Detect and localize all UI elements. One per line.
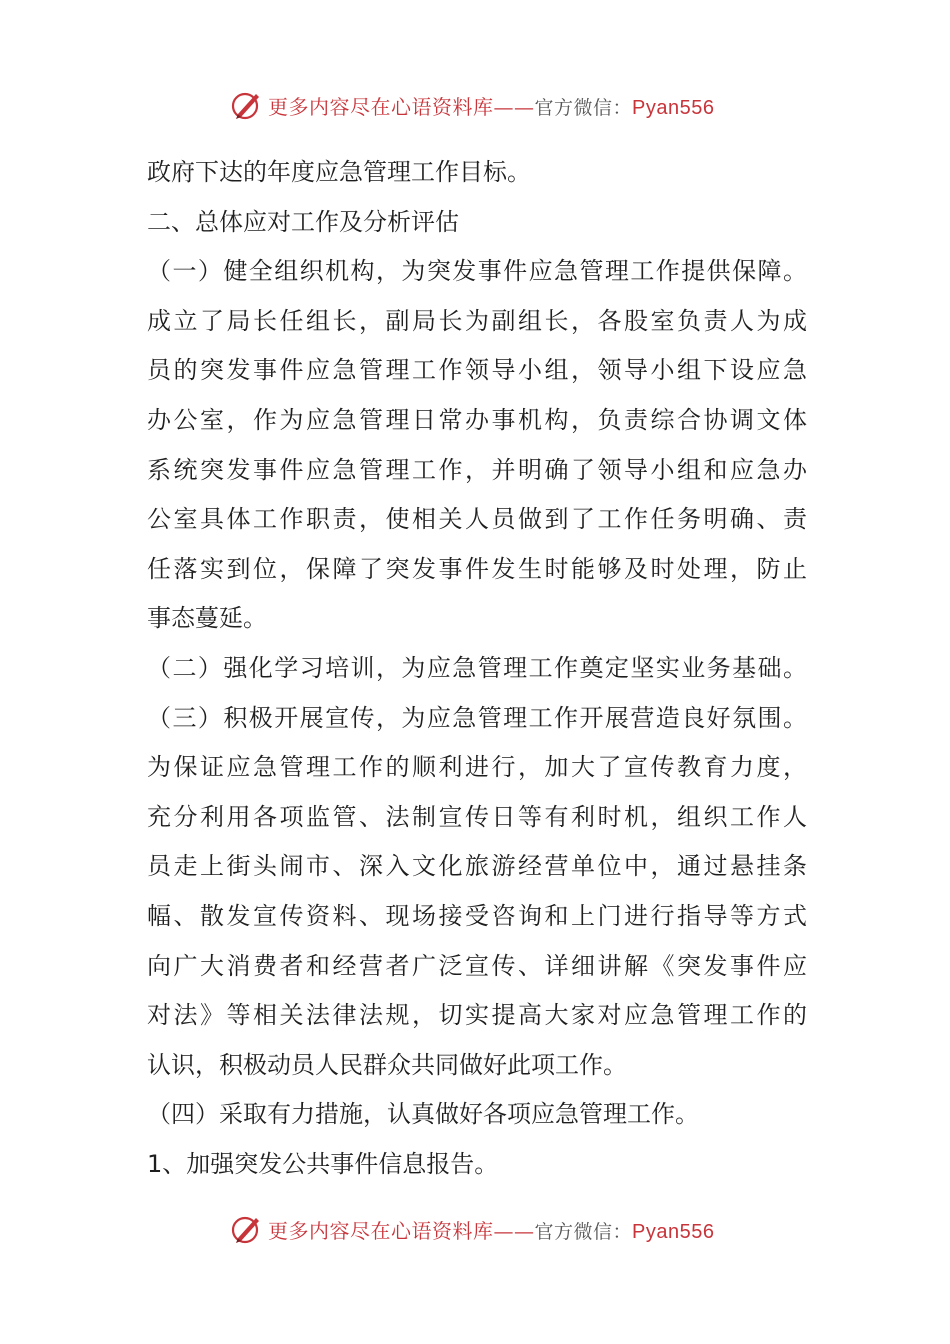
text-line: 任落实到位，保障了突发事件发生时能够及时处理，防止 [147,554,807,583]
watermark-wechat-id: Pyan556 [632,96,715,119]
list-item: 1、加强突发公共事件信息报告。 [147,1149,499,1178]
watermark-dash: —— [493,1218,535,1243]
watermark-label: 官方微信： [534,1220,633,1243]
text-line: 认识，积极动员人民群众共同做好此项工作。 [147,1050,627,1079]
text-line: 幅、散发宣传资料、现场接受咨询和上门进行指导等方式 [147,901,807,930]
text-line: 员走上街头闹市、深入文化旅游经营单位中，通过悬挂条 [147,852,807,881]
pen-circle-logo-icon [230,1212,264,1246]
text-line: 政府下达的年度应急管理工作目标。 [147,158,531,186]
subsection-heading: （四）采取有力措施，认真做好各项应急管理工作。 [147,1100,699,1129]
text-line: 对法》等相关法律法规，切实提高大家对应急管理工作的 [147,1001,807,1030]
text-line: 员的突发事件应急管理工作领导小组，领导小组下设应急 [147,356,807,385]
text-line: 办公室，作为应急管理日常办事机构，负责综合协调文体 [147,405,807,434]
subsection-heading: （三）积极开展宣传，为应急管理工作开展营造良好氛围。 [147,703,807,732]
text-line: 向广大消费者和经营者广泛宣传、详细讲解《突发事件应 [147,951,807,980]
text-line: 公室具体工作职责，使相关人员做到了工作任务明确、责 [147,505,807,534]
watermark-label: 官方微信： [534,96,633,119]
text-line: 成立了局长任组长，副局长为副组长，各股室负责人为成 [147,306,807,335]
watermark-dash: —— [493,94,535,119]
watermark-text [268,1215,714,1244]
watermark-main: 更多内容尽在心语资料库 [268,1218,494,1243]
text-line: 系统突发事件应急管理工作，并明确了领导小组和应急办 [147,455,807,484]
text-line: 为保证应急管理工作的顺利进行，加大了宣传教育力度， [147,753,807,782]
watermark-banner-bottom [230,1209,750,1249]
watermark-text [268,91,714,120]
watermark-banner-top [230,85,750,125]
watermark-main: 更多内容尽在心语资料库 [268,94,494,119]
text-line: 充分利用各项监管、法制宣传日等有利时机，组织工作人 [147,802,807,831]
subsection-heading: （一）健全组织机构，为突发事件应急管理工作提供保障。 [147,257,807,286]
pen-circle-logo-icon [230,88,264,122]
document-body [147,148,807,1189]
subsection-heading: （二）强化学习培训，为应急管理工作奠定坚实业务基础。 [147,653,807,682]
watermark-wechat-id: Pyan556 [632,1220,715,1243]
section-heading: 二、总体应对工作及分析评估 [147,207,459,236]
text-line: 事态蔓延。 [147,604,267,633]
